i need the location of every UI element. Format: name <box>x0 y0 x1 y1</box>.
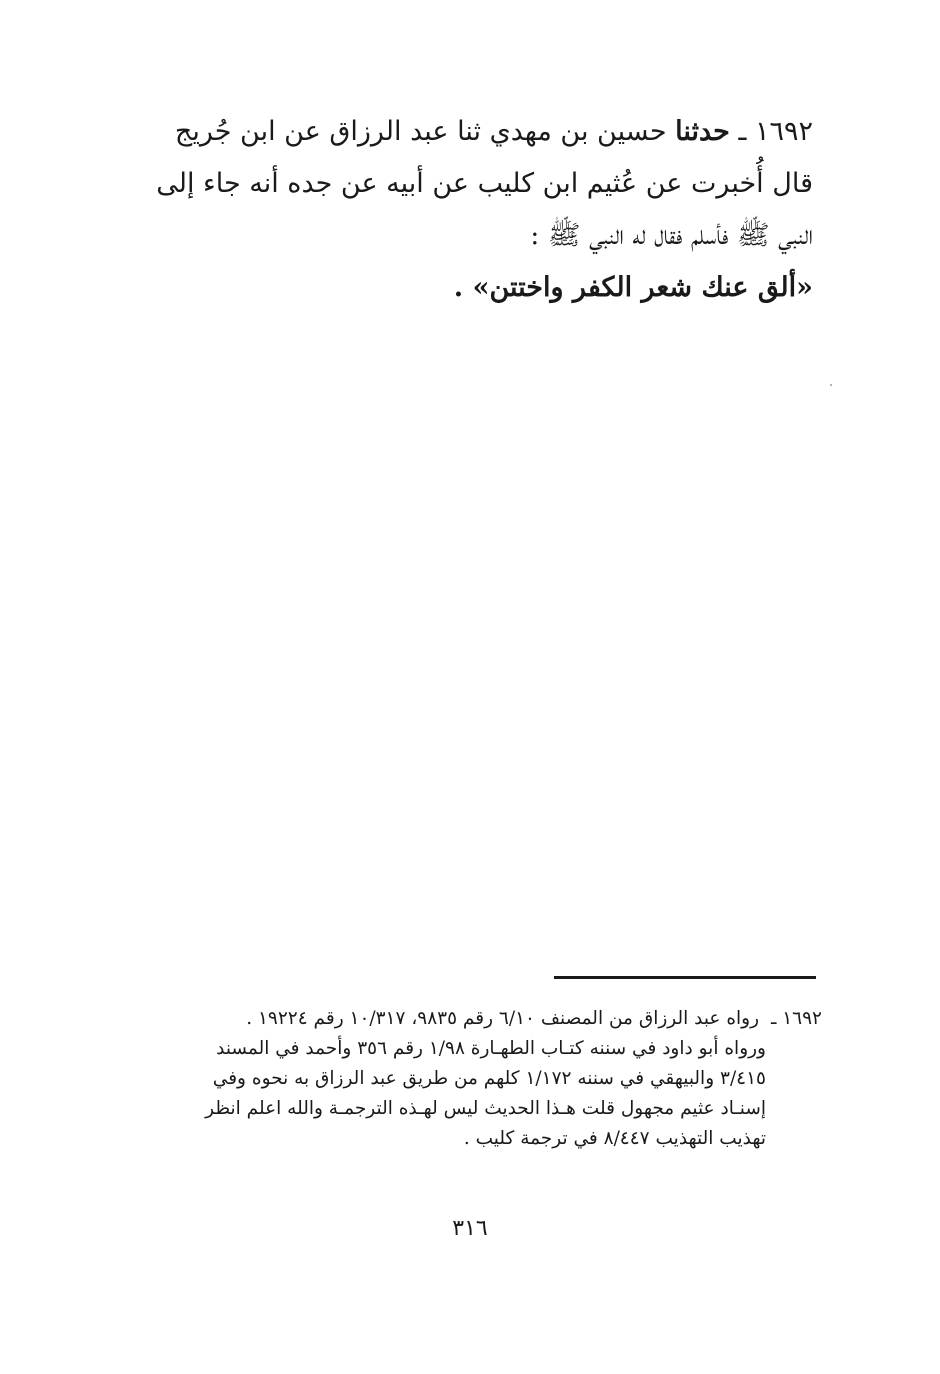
footnote-line-2 <box>150 1034 822 1064</box>
footnotes <box>150 1004 822 1154</box>
footnote-text-4: إسنـاد عثيم مجهول قلت هـذا الحديث ليس لهـذه الترجمـة والله اعلم انظر <box>205 1098 766 1119</box>
footnote-text-1: رواه عبد الرزاق من المصنف ٦/١٠ رقم ٩٨٣٥، ١٠/٣١٧ رقم ١٩٢٢٤ . <box>246 1008 760 1029</box>
footnote-text-5: تهذيب التهذيب ٨/٤٤٧ في ترجمة كليب . <box>463 1128 766 1149</box>
margin-speck <box>830 384 832 386</box>
isnad-line-1: حسين بن مهدي ثنا عبد الرزاق عن ابن جُريج <box>174 116 667 147</box>
hadith-text <box>135 106 813 314</box>
narration-verb: حدثنا <box>675 116 730 147</box>
footnote-text-2: ورواه أبو داود في سننه كتـاب الطهـارة ١/٩٨ رقم ٣٥٦ وأحمد في المسند <box>216 1038 766 1059</box>
quote-text: «ألق عنك شعر الكفر واختتن» . <box>453 272 813 303</box>
footnote-line-4 <box>150 1094 822 1124</box>
hadith-number: ١٦٩٢ ـ <box>738 116 813 147</box>
footnote-line-1 <box>150 1004 822 1034</box>
hadith-line-1 <box>135 106 813 158</box>
footnote-text-3: ٣/٤١٥ والبيهقي في سننه ١/١٧٢ كلهم من طريق عبد الرزاق به نحوه وفي <box>212 1068 766 1089</box>
hadith-line-3: النبي ﷺ فأسلم فقال له النبي ﷺ : <box>530 220 813 251</box>
hadith-line-2: قال أُخبرت عن عُثيم ابن كليب عن أبيه عن جده أنه جاء إلى <box>156 168 813 199</box>
footnote-number: ١٦٩٢ ـ <box>770 1008 822 1029</box>
page-number: ٣١٦ <box>452 1216 488 1241</box>
footnote-line-3 <box>150 1064 822 1094</box>
footnote-line-5 <box>150 1124 822 1154</box>
footnote-separator <box>554 976 816 979</box>
prophetic-quote <box>135 262 813 314</box>
